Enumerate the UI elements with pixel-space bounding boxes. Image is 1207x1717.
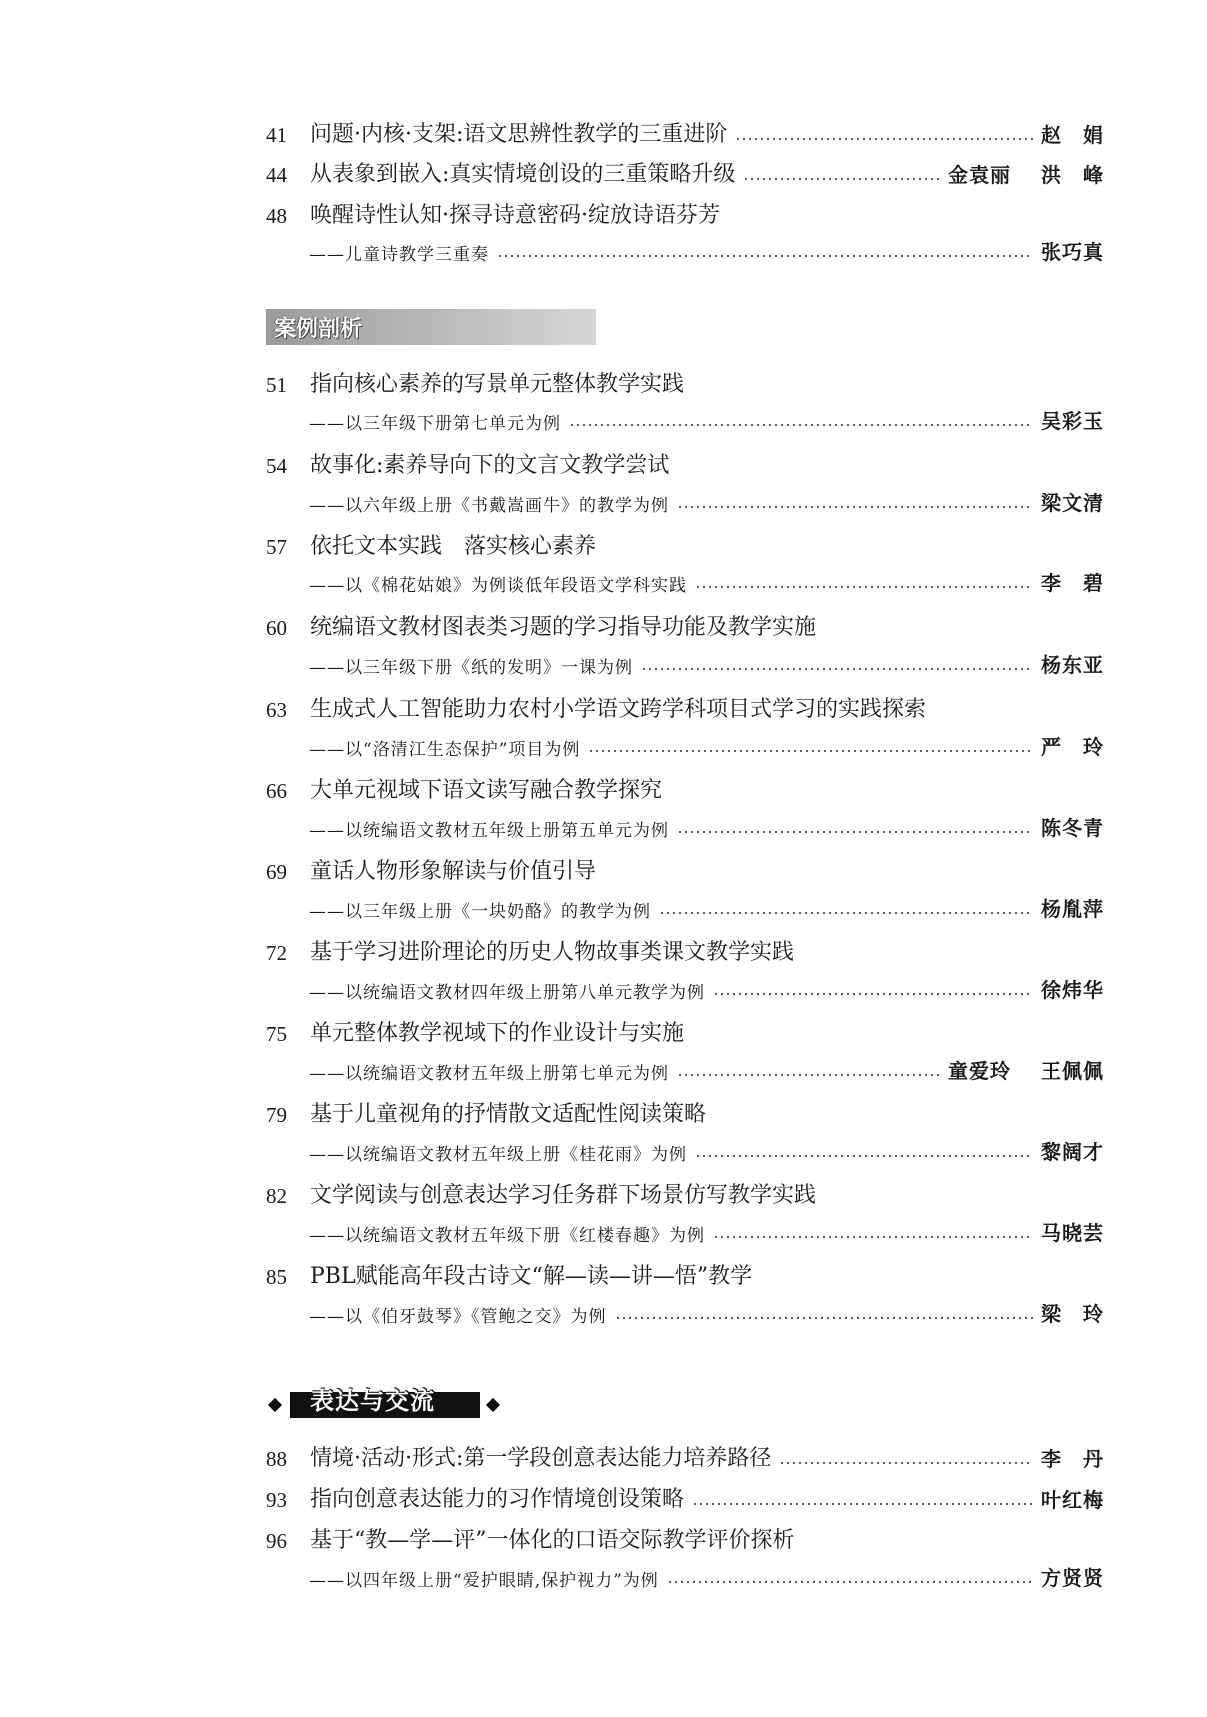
entry-subtitle: ——以“洛清江生态保护”项目为例 [309, 740, 581, 760]
entry-subtitle: ——以统编语文教材五年级上册第七单元为例 [309, 1064, 669, 1084]
toc-subtitle-row[interactable] [266, 893, 1104, 922]
entry-title: 指向创意表达能力的习作情境创设策略 [310, 1487, 685, 1512]
entry-subtitle: ——以《伯牙鼓琴》《管鲍之交》为例 [309, 1307, 607, 1327]
entry-author: 赵 娟 [1041, 123, 1104, 147]
page-number: 85 [266, 1265, 287, 1289]
dot-leader [677, 506, 1033, 508]
page-number: 63 [266, 698, 287, 722]
entry-author: 张巧真 [1041, 240, 1104, 264]
entry-subtitle: ——以统编语文教材四年级上册第八单元教学为例 [309, 983, 705, 1003]
section-heading-expression [270, 1385, 498, 1425]
entry-title: PBL赋能高年段古诗文“解—读—讲—悟”教学 [310, 1264, 753, 1289]
entry-author: 金袁丽 [948, 163, 1011, 187]
entry-author: 洪 峰 [1041, 163, 1104, 187]
page-number: 88 [266, 1447, 287, 1471]
entry-title: 生成式人工智能助力农村小学语文跨学科项目式学习的实践探索 [310, 697, 927, 722]
entry-author: 梁 玲 [1041, 1302, 1104, 1326]
entry-author: 马晓芸 [1041, 1221, 1104, 1245]
entry-author: 杨胤萍 [1041, 897, 1104, 921]
toc-entry[interactable] [266, 935, 1104, 966]
toc-entry[interactable] [266, 367, 1104, 398]
section-title: 案例剖析 [274, 316, 363, 342]
entry-title: 文学阅读与创意表达学习任务群下场景仿写教学实践 [310, 1183, 817, 1208]
toc-entry[interactable] [266, 448, 1104, 479]
entry-author: 黎阔才 [1041, 1140, 1104, 1164]
dot-leader [713, 1236, 1033, 1238]
dot-leader [569, 424, 1033, 426]
diamond-icon [268, 1398, 282, 1412]
toc-subtitle-row[interactable] [266, 1298, 1104, 1327]
toc-subtitle-row[interactable] [266, 487, 1104, 516]
dot-leader [497, 255, 1033, 257]
entry-subtitle: ——以统编语文教材五年级下册《红楼春趣》为例 [309, 1226, 705, 1246]
toc-entry[interactable] [266, 157, 1104, 188]
toc-entry[interactable] [266, 854, 1104, 885]
dot-leader [692, 1503, 1033, 1505]
entry-author: 陈冬青 [1041, 816, 1104, 840]
toc-entry[interactable] [266, 692, 1104, 723]
toc-entry[interactable] [266, 1441, 1104, 1472]
entry-author: 梁文清 [1041, 491, 1104, 515]
dot-leader [779, 1462, 1033, 1464]
entry-author: 吴彩玉 [1041, 409, 1104, 433]
dot-leader [695, 1155, 1033, 1157]
entry-author: 徐炜华 [1041, 978, 1104, 1002]
section-heading-case [266, 309, 596, 345]
entry-author: 童爱玲 [948, 1059, 1011, 1083]
dot-leader [615, 1317, 1034, 1319]
entry-subtitle: ——以六年级上册《书戴嵩画牛》的教学为例 [309, 496, 669, 516]
entry-title: 单元整体教学视域下的作业设计与实施 [310, 1021, 685, 1046]
toc-entry[interactable] [266, 1097, 1104, 1128]
toc-entry[interactable] [266, 773, 1104, 804]
page-number: 60 [266, 616, 287, 640]
toc-entry[interactable] [266, 1016, 1104, 1047]
page-number: 66 [266, 779, 287, 803]
section-title: 表达与交流 [310, 1387, 435, 1415]
entry-authors [948, 1055, 1104, 1084]
toc-entry[interactable] [266, 198, 1104, 229]
entry-author: 李 丹 [1041, 1447, 1104, 1471]
dot-leader [695, 586, 1033, 588]
dot-leader [743, 178, 940, 180]
entry-subtitle: ——以三年级下册《纸的发明》一课为例 [309, 658, 633, 678]
entry-author: 叶红梅 [1041, 1488, 1104, 1512]
toc-subtitle-row[interactable] [266, 1562, 1104, 1591]
section-heading-bar [290, 1387, 480, 1418]
page-number: 41 [266, 123, 287, 147]
dot-leader [735, 138, 1033, 140]
entry-author: 方贤贤 [1041, 1566, 1104, 1590]
dot-leader [659, 912, 1033, 914]
entry-title: 唤醒诗性认知·探寻诗意密码·绽放诗语芬芳 [310, 203, 720, 228]
toc-entry[interactable] [266, 529, 1104, 560]
entry-title: 基于学习进阶理论的历史人物故事类课文教学实践 [310, 940, 795, 965]
entry-author: 李 碧 [1041, 571, 1104, 595]
toc-subtitle-row[interactable] [266, 567, 1104, 596]
toc-entry[interactable] [266, 1178, 1104, 1209]
entry-title: 依托文本实践 落实核心素养 [310, 534, 597, 559]
toc-subtitle-row[interactable] [266, 731, 1104, 760]
page-number: 72 [266, 941, 287, 965]
entry-title: 故事化:素养导向下的文言文教学尝试 [310, 453, 670, 478]
page-number: 69 [266, 860, 287, 884]
entry-title: 大单元视域下语文读写融合教学探究 [310, 778, 663, 803]
dot-leader [641, 668, 1033, 670]
page-number: 57 [266, 535, 287, 559]
toc-entry[interactable] [266, 117, 1104, 148]
entry-subtitle: ——以统编语文教材五年级上册《桂花雨》为例 [309, 1145, 687, 1165]
toc-subtitle-row[interactable] [266, 1136, 1104, 1165]
page-number: 48 [266, 204, 287, 228]
entry-title: 情境·活动·形式:第一学段创意表达能力培养路径 [310, 1446, 772, 1471]
toc-subtitle-row[interactable] [266, 236, 1104, 265]
toc-subtitle-row[interactable] [266, 649, 1104, 678]
page-number: 79 [266, 1103, 287, 1127]
dot-leader [667, 1581, 1033, 1583]
entry-title: 指向核心素养的写景单元整体教学实践 [310, 372, 685, 397]
entry-author: 王佩佩 [1041, 1059, 1104, 1083]
entry-author: 杨东亚 [1041, 653, 1104, 677]
toc-subtitle-row[interactable] [266, 974, 1104, 1003]
entry-title: 基于“教—学—评”一体化的口语交际教学评价探析 [310, 1528, 795, 1553]
dot-leader [713, 993, 1033, 995]
entry-authors [948, 159, 1104, 188]
entry-subtitle: ——以三年级上册《一块奶酪》的教学为例 [309, 902, 651, 922]
toc-entry[interactable] [266, 1259, 1104, 1290]
page-number: 54 [266, 454, 287, 478]
diamond-icon [486, 1398, 500, 1412]
entry-title: 基于儿童视角的抒情散文适配性阅读策略 [310, 1102, 707, 1127]
toc-subtitle-row[interactable] [266, 812, 1104, 841]
page-number: 51 [266, 373, 287, 397]
entry-subtitle: ——以《棉花姑娘》为例谈低年段语文学科实践 [309, 576, 687, 596]
entry-title: 从表象到嵌入:真实情境创设的三重策略升级 [310, 162, 736, 187]
page-number: 44 [266, 163, 287, 187]
entry-subtitle: ——以统编语文教材五年级上册第五单元为例 [309, 821, 669, 841]
dot-leader [588, 750, 1033, 752]
page-number: 75 [266, 1022, 287, 1046]
entry-subtitle: ——儿童诗教学三重奏 [309, 245, 489, 265]
toc-subtitle-row[interactable] [266, 1055, 1104, 1084]
dot-leader [677, 1074, 940, 1076]
page-number: 96 [266, 1529, 287, 1553]
entry-subtitle: ——以三年级下册第七单元为例 [309, 414, 561, 434]
page-number: 93 [266, 1488, 287, 1512]
entry-title: 统编语文教材图表类习题的学习指导功能及教学实施 [310, 615, 817, 640]
toc-subtitle-row[interactable] [266, 1217, 1104, 1246]
toc-entry[interactable] [266, 1523, 1104, 1554]
toc-subtitle-row[interactable] [266, 405, 1104, 434]
page-number: 82 [266, 1184, 287, 1208]
toc-entry[interactable] [266, 1482, 1104, 1513]
entry-title: 童话人物形象解读与价值引导 [310, 859, 597, 884]
toc-entry[interactable] [266, 610, 1104, 641]
entry-title: 问题·内核·支架:语文思辨性教学的三重进阶 [310, 122, 728, 147]
dot-leader [677, 831, 1033, 833]
entry-subtitle: ——以四年级上册“爱护眼睛,保护视力”为例 [309, 1571, 659, 1591]
entry-author: 严 玲 [1041, 735, 1104, 759]
